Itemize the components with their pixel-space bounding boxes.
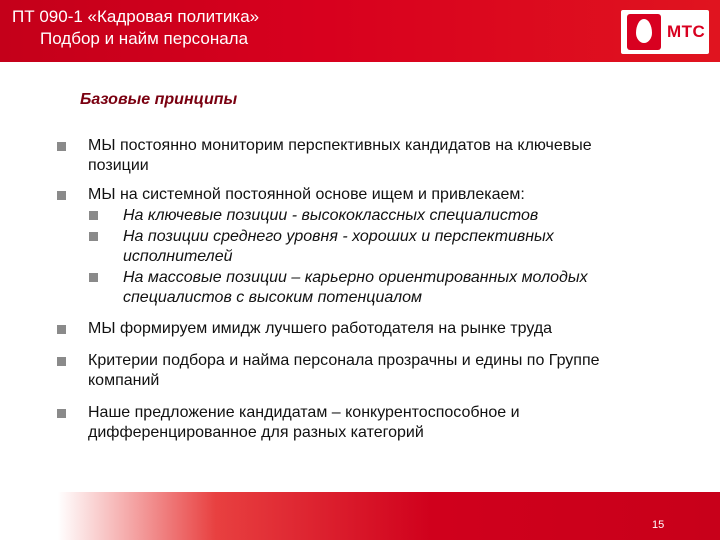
slide-title-line1: ПТ 090-1 «Кадровая политика»: [12, 7, 260, 26]
list-item-line: МЫ на системной постоянной основе ищем и привлекаем:: [88, 186, 525, 203]
bullet-square-icon: [57, 357, 66, 366]
footer-bar: [0, 492, 720, 540]
page-number: 15: [652, 519, 665, 531]
list-item-line: Критерии подбора и найма персонала прозрачны и едины по Группе: [88, 352, 600, 369]
bullet-square-icon: [57, 191, 66, 200]
sub-list-item-line: На позиции среднего уровня - хороших и перспективных: [123, 228, 554, 245]
list-item-line: Наше предложение кандидатам – конкурентоспособное и: [88, 404, 520, 421]
bullet-square-icon: [89, 232, 98, 241]
egg-shape: [636, 19, 652, 43]
list-item: [88, 319, 678, 339]
egg-logo-icon: [627, 14, 661, 50]
bullet-square-icon: [89, 273, 98, 282]
list-item-line: МЫ постоянно мониторим перспективных кандидатов на ключевые: [88, 137, 592, 154]
list-item: [88, 185, 678, 205]
section-subtitle: Базовые принципы: [80, 91, 238, 108]
bullet-square-icon: [57, 142, 66, 151]
bullet-square-icon: [89, 211, 98, 220]
slide-title: [12, 6, 259, 50]
sub-list-item: [123, 206, 683, 226]
list-item: [88, 403, 678, 443]
list-item-line: компаний: [88, 372, 160, 389]
sub-list-item: [123, 268, 683, 308]
sub-list-item-line: специалистов с высоким потенциалом: [123, 289, 422, 306]
list-item: [88, 351, 678, 391]
header-bar: [0, 0, 720, 62]
list-item-line: позиции: [88, 157, 149, 174]
bullet-square-icon: [57, 325, 66, 334]
logo-text: МТС: [667, 22, 706, 41]
bullet-square-icon: [57, 409, 66, 418]
mts-logo: [621, 10, 709, 54]
sub-list-item-line: На ключевые позиции - высококлассных специалистов: [123, 207, 539, 224]
slide-title-line2: Подбор и найм персонала: [40, 29, 249, 48]
list-item: [88, 136, 678, 176]
list-item-line: МЫ формируем имидж лучшего работодателя на рынке труда: [88, 320, 553, 337]
sub-list-item-line: исполнителей: [123, 248, 233, 265]
list-item-line: дифференцированное для разных категорий: [88, 424, 424, 441]
sub-list-item: [123, 227, 683, 267]
sub-list-item-line: На массовые позиции – карьерно ориентированных молодых: [123, 269, 588, 286]
